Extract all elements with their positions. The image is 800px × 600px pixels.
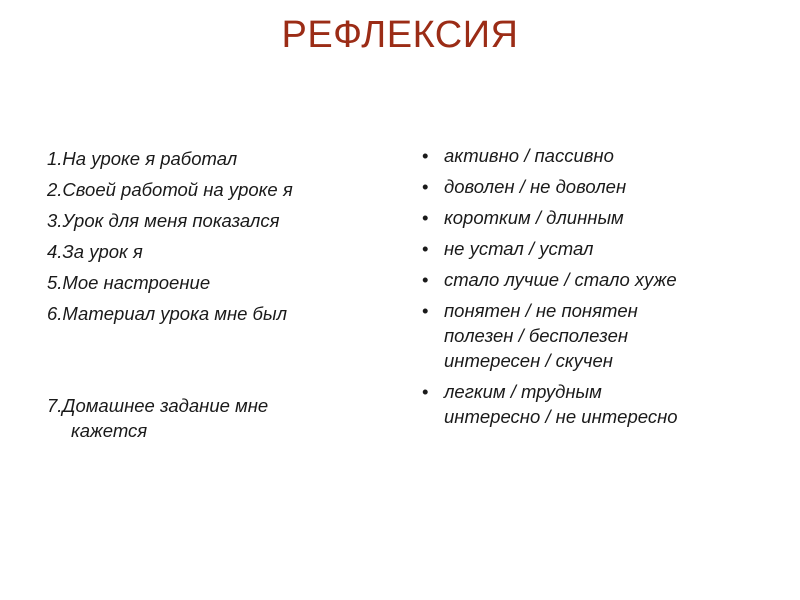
question-item-homework — [47, 393, 268, 443]
answer-item — [420, 236, 780, 261]
answer-line: полезен / бесполезен — [444, 325, 629, 346]
answer-line: доволен / не доволен — [444, 176, 627, 197]
bullet-icon: • — [422, 300, 429, 321]
bullet-icon: • — [422, 269, 429, 290]
question-item: 4.За урок я — [47, 241, 143, 262]
answer-item — [420, 379, 780, 429]
question-item: 2.Своей работой на уроке я — [47, 179, 293, 200]
answer-line: стало лучше / стало хуже — [444, 269, 677, 290]
bullet-icon: • — [422, 207, 429, 228]
question-item: 5.Мое настроение — [47, 272, 211, 293]
answer-line: интересен / скучен — [444, 350, 613, 371]
question-item: 3.Урок для меня показался — [47, 210, 280, 231]
question-item: 6.Материал урока мне был — [47, 303, 288, 324]
answer-line: активно / пассивно — [444, 145, 614, 166]
answer-line: понятен / не понятен — [444, 300, 638, 321]
bullet-icon: • — [422, 176, 429, 197]
answer-item — [420, 205, 780, 230]
answer-item — [420, 174, 780, 199]
question-item: 1.На уроке я работал — [47, 148, 238, 169]
answer-line: не устал / устал — [444, 238, 594, 259]
answer-list — [420, 143, 780, 435]
answer-item — [420, 143, 780, 168]
bullet-icon: • — [422, 238, 429, 259]
question-list — [47, 143, 407, 441]
question-line-continued: кажется — [71, 420, 148, 441]
answer-line: легким / трудным — [444, 381, 602, 402]
bullet-icon: • — [422, 381, 429, 402]
question-line: 7.Домашнее задание мне — [47, 395, 269, 416]
answer-line: коротким / длинным — [444, 207, 624, 228]
answer-line: интересно / не интересно — [444, 406, 678, 427]
slide-title: РЕФЛЕКСИЯ — [281, 14, 519, 56]
answer-item — [420, 267, 780, 292]
answer-item — [420, 298, 780, 373]
bullet-icon: • — [422, 145, 429, 166]
